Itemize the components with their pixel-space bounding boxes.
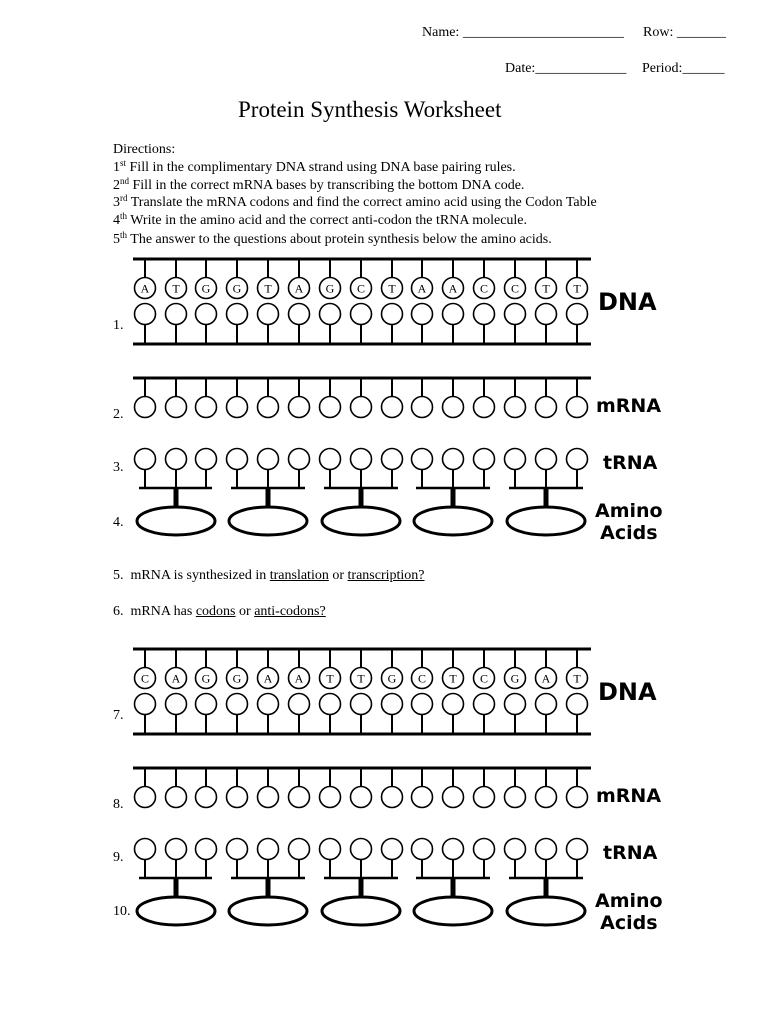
mrna-base-blank[interactable] xyxy=(166,397,187,418)
amino-acid-blank[interactable] xyxy=(414,507,492,535)
mrna-base-blank[interactable] xyxy=(412,397,433,418)
dna-bottom-base-blank[interactable] xyxy=(443,304,464,325)
dna-bottom-base-blank[interactable] xyxy=(443,694,464,715)
trna-base-blank[interactable] xyxy=(505,449,526,470)
amino-acid-blank[interactable] xyxy=(137,897,215,925)
item-number-1: 1. xyxy=(113,318,124,333)
step-text: Fill in the complimentary DNA strand using DNA base pairing rules. xyxy=(126,160,516,175)
dna-label: DNA xyxy=(598,288,657,316)
item-number-8: 8. xyxy=(113,797,124,812)
question-6 xyxy=(113,603,326,620)
step-text: Write in the amino acid and the correct anti-codon the tRNA molecule. xyxy=(127,213,528,228)
dna-base-letter: T xyxy=(326,671,334,686)
name-field[interactable]: Name: _______________________ xyxy=(422,25,624,40)
step-number: 4 xyxy=(113,213,120,228)
dna-base-letter: T xyxy=(573,281,581,296)
trna-base-blank[interactable] xyxy=(536,839,557,860)
amino-acid-blank[interactable] xyxy=(137,507,215,535)
dna-bottom-base-blank[interactable] xyxy=(135,694,156,715)
trna-base-blank[interactable] xyxy=(320,839,341,860)
option-transcription[interactable]: transcription? xyxy=(347,568,425,583)
dna-base-letter: A xyxy=(541,671,551,686)
trna-base-blank[interactable] xyxy=(412,449,433,470)
dna-base-letter: G xyxy=(201,281,211,296)
dna-bottom-base-blank[interactable] xyxy=(382,304,403,325)
trna-base-blank[interactable] xyxy=(289,839,310,860)
dna-bottom-base-blank[interactable] xyxy=(567,304,588,325)
question-number: 5. xyxy=(113,568,124,583)
dna-bottom-base-blank[interactable] xyxy=(536,304,557,325)
dna-bottom-base-blank[interactable] xyxy=(320,694,341,715)
step-number: 2 xyxy=(113,178,120,193)
dna-base-letter: G xyxy=(387,671,397,686)
step-ordinal: st xyxy=(120,158,127,168)
amino-acids-label xyxy=(595,500,663,544)
dna-base-letter: A xyxy=(263,671,273,686)
dna-bottom-base-blank[interactable] xyxy=(474,694,495,715)
step-number: 1 xyxy=(113,160,120,175)
trna-base-blank[interactable] xyxy=(474,839,495,860)
amino-acid-blank[interactable] xyxy=(322,897,400,925)
trna-base-blank[interactable] xyxy=(351,449,372,470)
step-ordinal: th xyxy=(120,230,128,240)
trna-base-blank[interactable] xyxy=(258,839,279,860)
item-number-3: 3. xyxy=(113,460,124,475)
amino-acid-blank[interactable] xyxy=(507,897,585,925)
step-number: 3 xyxy=(113,195,120,210)
dna-bottom-base-blank[interactable] xyxy=(536,694,557,715)
dna-base-letter: T xyxy=(542,281,550,296)
step-text: Fill in the correct mRNA bases by transcribing the bottom DNA code. xyxy=(129,178,525,193)
dna-base-letter: T xyxy=(573,671,581,686)
trna-base-blank[interactable] xyxy=(382,449,403,470)
dna-base-letter: T xyxy=(172,281,180,296)
trna-base-blank[interactable] xyxy=(135,839,156,860)
dna-bottom-base-blank[interactable] xyxy=(258,694,279,715)
mrna-base-blank[interactable] xyxy=(567,397,588,418)
amino-acids-label-2 xyxy=(595,890,663,934)
question-number: 6. xyxy=(113,604,124,619)
trna-base-blank[interactable] xyxy=(474,449,495,470)
item-number-10: 10. xyxy=(113,904,131,919)
item-number-7: 7. xyxy=(113,708,124,723)
trna-base-blank[interactable] xyxy=(505,839,526,860)
dna-base-letter: A xyxy=(417,281,427,296)
mrna-base-blank[interactable] xyxy=(567,787,588,808)
mrna-base-blank[interactable] xyxy=(227,397,248,418)
trna-base-blank[interactable] xyxy=(320,449,341,470)
option-translation[interactable]: translation xyxy=(269,568,329,583)
mrna-base-blank[interactable] xyxy=(382,787,403,808)
dna-base-letter: T xyxy=(449,671,457,686)
dna-bottom-base-blank[interactable] xyxy=(227,304,248,325)
dna-bottom-base-blank[interactable] xyxy=(258,304,279,325)
step-text: The answer to the questions about protein synthesis below the amino acids. xyxy=(127,232,552,247)
dna-bottom-base-blank[interactable] xyxy=(567,694,588,715)
step-ordinal: nd xyxy=(120,176,129,186)
dna-bottom-base-blank[interactable] xyxy=(289,694,310,715)
dna-base-letter: G xyxy=(325,281,335,296)
directions-heading: Directions: xyxy=(113,142,176,157)
trna-base-blank[interactable] xyxy=(166,839,187,860)
mrna-base-blank[interactable] xyxy=(443,397,464,418)
trna-label: tRNA xyxy=(603,452,658,474)
dna-bottom-base-blank[interactable] xyxy=(166,694,187,715)
dna-base-letter: A xyxy=(171,671,181,686)
mrna-base-blank[interactable] xyxy=(320,787,341,808)
dna-base-letter: C xyxy=(140,671,150,686)
amino-acid-blank[interactable] xyxy=(414,897,492,925)
question-connector: or xyxy=(235,604,255,619)
dna-base-letter: C xyxy=(356,281,366,296)
question-5 xyxy=(113,567,425,584)
dna-bottom-base-blank[interactable] xyxy=(289,304,310,325)
trna-base-blank[interactable] xyxy=(196,839,217,860)
dna-base-letter: T xyxy=(264,281,272,296)
dna-bottom-base-blank[interactable] xyxy=(196,694,217,715)
amino-label-line2: Acids xyxy=(600,522,658,544)
dna-label-2: DNA xyxy=(598,678,657,706)
amino-acid-blank[interactable] xyxy=(229,897,307,925)
dna-bottom-base-blank[interactable] xyxy=(351,694,372,715)
mrna-base-blank[interactable] xyxy=(412,787,433,808)
mrna-base-blank[interactable] xyxy=(505,787,526,808)
item-number-9: 9. xyxy=(113,850,124,865)
dna-bottom-base-blank[interactable] xyxy=(351,304,372,325)
trna-base-blank[interactable] xyxy=(567,449,588,470)
trna-base-blank[interactable] xyxy=(412,839,433,860)
mrna-base-blank[interactable] xyxy=(351,397,372,418)
mrna-base-blank[interactable] xyxy=(474,397,495,418)
mrna-base-blank[interactable] xyxy=(382,397,403,418)
amino-label-line1: Amino xyxy=(595,500,663,522)
mrna-base-blank[interactable] xyxy=(320,397,341,418)
question-connector: or xyxy=(328,568,348,583)
dna-base-letter: C xyxy=(417,671,427,686)
step-ordinal: th xyxy=(120,211,128,221)
dna-base-letter: G xyxy=(232,671,242,686)
mrna-base-blank[interactable] xyxy=(258,397,279,418)
dna-bottom-base-blank[interactable] xyxy=(505,304,526,325)
mrna-label: mRNA xyxy=(596,395,662,417)
dna-base-letter: G xyxy=(201,671,211,686)
mrna-base-blank[interactable] xyxy=(135,787,156,808)
trna-base-blank[interactable] xyxy=(258,449,279,470)
dna-bottom-base-blank[interactable] xyxy=(166,304,187,325)
mrna-base-blank[interactable] xyxy=(166,787,187,808)
trna-label-2: tRNA xyxy=(603,842,658,864)
dna-base-letter: C xyxy=(479,281,489,296)
date-field[interactable]: Date:_____________ xyxy=(505,61,627,76)
amino-label-line1: Amino xyxy=(595,890,663,912)
option-anti-codons[interactable]: anti-codons? xyxy=(254,604,326,619)
amino-acid-blank[interactable] xyxy=(229,507,307,535)
page-title: Protein Synthesis Worksheet xyxy=(238,97,502,122)
mrna-label-2: mRNA xyxy=(596,785,662,807)
dna-bottom-base-blank[interactable] xyxy=(196,304,217,325)
amino-acid-blank[interactable] xyxy=(507,507,585,535)
dna-base-letter: C xyxy=(510,281,520,296)
dna-base-letter: C xyxy=(479,671,489,686)
option-codons[interactable]: codons xyxy=(195,604,236,619)
dna-bottom-base-blank[interactable] xyxy=(320,304,341,325)
item-number-4: 4. xyxy=(113,515,124,530)
question-text: mRNA is synthesized in xyxy=(130,568,270,583)
trna-base-blank[interactable] xyxy=(227,839,248,860)
mrna-base-blank[interactable] xyxy=(227,787,248,808)
step-number: 5 xyxy=(113,232,120,247)
dna-bottom-base-blank[interactable] xyxy=(474,304,495,325)
mrna-base-blank[interactable] xyxy=(505,397,526,418)
step-text: Translate the mRNA codons and find the correct amino acid using the Codon Table xyxy=(127,195,597,210)
dna-bottom-base-blank[interactable] xyxy=(135,304,156,325)
amino-label-line2: Acids xyxy=(600,912,658,934)
trna-base-blank[interactable] xyxy=(196,449,217,470)
mrna-base-blank[interactable] xyxy=(443,787,464,808)
row-field[interactable]: Row: _______ xyxy=(643,25,726,40)
trna-base-blank[interactable] xyxy=(382,839,403,860)
dna-bottom-base-blank[interactable] xyxy=(412,304,433,325)
step-ordinal: rd xyxy=(120,193,128,203)
mrna-base-blank[interactable] xyxy=(196,787,217,808)
trna-base-blank[interactable] xyxy=(227,449,248,470)
mrna-base-blank[interactable] xyxy=(351,787,372,808)
mrna-base-blank[interactable] xyxy=(536,397,557,418)
dna-base-letter: G xyxy=(510,671,520,686)
trna-base-blank[interactable] xyxy=(443,449,464,470)
trna-base-blank[interactable] xyxy=(289,449,310,470)
dna-bottom-base-blank[interactable] xyxy=(227,694,248,715)
mrna-base-blank[interactable] xyxy=(289,397,310,418)
dna-base-letter: A xyxy=(140,281,150,296)
dna-bottom-base-blank[interactable] xyxy=(382,694,403,715)
mrna-base-blank[interactable] xyxy=(258,787,279,808)
mrna-base-blank[interactable] xyxy=(474,787,495,808)
dna-base-letter: A xyxy=(294,671,304,686)
trna-base-blank[interactable] xyxy=(166,449,187,470)
dna-base-letter: G xyxy=(232,281,242,296)
mrna-base-blank[interactable] xyxy=(536,787,557,808)
dna-base-letter: T xyxy=(357,671,365,686)
period-field[interactable]: Period:______ xyxy=(642,61,725,76)
trna-base-blank[interactable] xyxy=(351,839,372,860)
dna-base-letter: T xyxy=(388,281,396,296)
mrna-base-blank[interactable] xyxy=(196,397,217,418)
mrna-base-blank[interactable] xyxy=(289,787,310,808)
dna-bottom-base-blank[interactable] xyxy=(412,694,433,715)
trna-base-blank[interactable] xyxy=(443,839,464,860)
trna-base-blank[interactable] xyxy=(135,449,156,470)
amino-acid-blank[interactable] xyxy=(322,507,400,535)
question-text: mRNA has xyxy=(130,604,196,619)
dna-bottom-base-blank[interactable] xyxy=(505,694,526,715)
mrna-base-blank[interactable] xyxy=(135,397,156,418)
dna-base-letter: A xyxy=(294,281,304,296)
trna-base-blank[interactable] xyxy=(536,449,557,470)
item-number-2: 2. xyxy=(113,407,124,422)
trna-base-blank[interactable] xyxy=(567,839,588,860)
dna-base-letter: A xyxy=(448,281,458,296)
